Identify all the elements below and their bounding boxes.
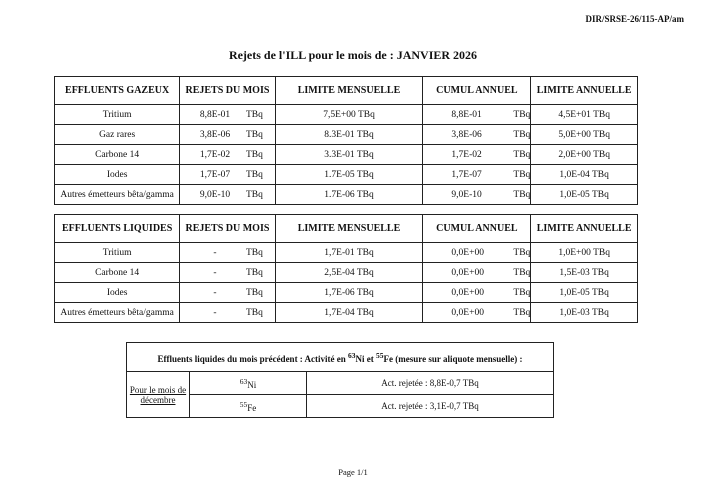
monthly-release <box>180 243 275 263</box>
table-row <box>55 263 638 283</box>
isotope-mass: 55 <box>239 399 248 409</box>
isotope-symbol: Ni <box>247 379 257 390</box>
annual-cumulative-unit: TBq <box>513 129 531 140</box>
monthly-release-unit: TBq <box>246 287 263 298</box>
annual-limit: 1,0E-05 TBq <box>531 283 638 303</box>
heading-text-b: et <box>364 353 377 364</box>
monthly-limit: 8.3E-01 TBq <box>275 125 423 145</box>
annual-cumulative-value: 9,0E-10 <box>451 189 482 200</box>
monthly-limit: 3.3E-01 TBq <box>275 145 423 165</box>
annual-cumulative-unit: TBq <box>513 189 531 200</box>
annual-cumulative-value: 0,0E+00 <box>451 307 484 318</box>
annual-cumulative-value: 8,8E-01 <box>451 109 482 120</box>
annual-cumulative-value: 0,0E+00 <box>451 287 484 298</box>
annual-cumulative-value: 0,0E+00 <box>451 267 484 278</box>
annual-limit: 1,0E-04 TBq <box>531 165 638 185</box>
annual-cumulative <box>423 105 531 125</box>
substance-name: Tritium <box>55 243 180 263</box>
monthly-release-value: - <box>213 307 217 318</box>
header-rejets-du-mois: REJETS DU MOIS <box>180 77 275 105</box>
monthly-release-unit: TBq <box>246 267 263 278</box>
substance-name: Gaz rares <box>55 125 180 145</box>
monthly-release <box>180 165 275 185</box>
monthly-release-unit: TBq <box>246 307 263 318</box>
substance-name: Autres émetteurs bêta/gamma <box>55 303 180 323</box>
substance-name: Autres émetteurs bêta/gamma <box>55 185 180 205</box>
monthly-release <box>180 125 275 145</box>
annual-cumulative-unit: TBq <box>513 149 531 160</box>
monthly-limit: 1,7E-04 TBq <box>275 303 423 323</box>
annual-cumulative <box>423 243 531 263</box>
annual-limit: 2,0E+00 TBq <box>531 145 638 165</box>
monthly-limit: 7,5E+00 TBq <box>275 105 423 125</box>
table-row <box>55 303 638 323</box>
monthly-release <box>180 145 275 165</box>
monthly-limit: 1.7E-06 TBq <box>275 185 423 205</box>
monthly-release <box>180 303 275 323</box>
annual-limit: 1,0E-05 TBq <box>531 185 638 205</box>
monthly-limit: 1,7E-06 TBq <box>275 283 423 303</box>
isotope-fe55 <box>190 395 307 418</box>
monthly-release-value: 3,8E-06 <box>199 129 231 140</box>
annual-cumulative-unit: TBq <box>513 169 531 180</box>
fe-symbol: Fe <box>383 353 394 364</box>
annual-cumulative-unit: TBq <box>513 267 531 278</box>
isotope-mass: 63 <box>239 376 248 386</box>
monthly-release <box>180 283 275 303</box>
annual-cumulative <box>423 165 531 185</box>
table-row <box>55 165 638 185</box>
liquid-rows <box>55 243 638 323</box>
header-limite-mensuelle: LIMITE MENSUELLE <box>275 215 423 243</box>
substance-name: Iodes <box>55 283 180 303</box>
previous-month-heading <box>127 343 554 372</box>
monthly-release-value: 8,8E-01 <box>199 109 231 120</box>
table-row <box>55 105 638 125</box>
header-effluents-liquides: EFFLUENTS LIQUIDES <box>55 215 180 243</box>
substance-name: Tritium <box>55 105 180 125</box>
monthly-release <box>180 185 275 205</box>
header-limite-annuelle: LIMITE ANNUELLE <box>531 215 638 243</box>
annual-cumulative <box>423 283 531 303</box>
monthly-release-value: 1,7E-02 <box>199 149 231 160</box>
ni-mass-number: 63 <box>348 350 356 360</box>
heading-text-c: (mesure sur aliquote mensuelle) : <box>393 353 523 364</box>
annual-cumulative-value: 0,0E+00 <box>451 247 484 258</box>
heading-text-a: Effluents liquides du mois précédent : Activité en <box>157 353 349 364</box>
substance-name: Iodes <box>55 165 180 185</box>
annual-cumulative-value: 3,8E-06 <box>451 129 482 140</box>
liquid-effluents-table <box>54 214 638 323</box>
annual-limit: 4,5E+01 TBq <box>531 105 638 125</box>
annual-cumulative <box>423 263 531 283</box>
annual-limit: 1,0E-03 TBq <box>531 303 638 323</box>
monthly-release-value: - <box>213 247 217 258</box>
annual-cumulative-unit: TBq <box>513 247 531 258</box>
isotope-symbol: Fe <box>247 402 257 413</box>
activity-fe55: Act. rejetée : 3,1E-0,7 TBq <box>307 395 554 418</box>
annual-limit: 1,0E+00 TBq <box>531 243 638 263</box>
annual-cumulative <box>423 303 531 323</box>
annual-cumulative-value: 1,7E-02 <box>451 149 482 160</box>
gaseous-rows <box>55 105 638 205</box>
monthly-release-unit: TBq <box>246 189 263 200</box>
monthly-release-unit: TBq <box>246 149 263 160</box>
monthly-release-unit: TBq <box>246 109 263 120</box>
annual-cumulative-unit: TBq <box>513 287 531 298</box>
monthly-limit: 1.7E-05 TBq <box>275 165 423 185</box>
header-rejets-du-mois: REJETS DU MOIS <box>180 215 275 243</box>
annual-cumulative-value: 1,7E-07 <box>451 169 482 180</box>
table-row <box>55 243 638 263</box>
document-reference: DIR/SRSE-26/115-AP/am <box>585 14 684 24</box>
annual-cumulative <box>423 125 531 145</box>
monthly-limit: 2,5E-04 TBq <box>275 263 423 283</box>
ni-symbol: Ni <box>355 353 365 364</box>
annual-limit: 1,5E-03 TBq <box>531 263 638 283</box>
annual-cumulative-unit: TBq <box>513 307 531 318</box>
monthly-release-value: 9,0E-10 <box>199 189 231 200</box>
header-limite-annuelle: LIMITE ANNUELLE <box>531 77 638 105</box>
fe-mass-number: 55 <box>376 350 384 360</box>
monthly-release-value: 1,7E-07 <box>199 169 231 180</box>
annual-limit: 5,0E+00 TBq <box>531 125 638 145</box>
monthly-release-unit: TBq <box>246 129 263 140</box>
header-effluents-gazeux: EFFLUENTS GAZEUX <box>55 77 180 105</box>
table-row <box>55 283 638 303</box>
monthly-release-value: - <box>213 287 217 298</box>
annual-cumulative <box>423 185 531 205</box>
page-title: Rejets de l'ILL pour le mois de : JANVIER 2026 <box>228 48 478 62</box>
substance-name: Carbone 14 <box>55 263 180 283</box>
monthly-release-unit: TBq <box>246 247 263 258</box>
monthly-release <box>180 105 275 125</box>
annual-cumulative-unit: TBq <box>513 109 531 120</box>
header-cumul-annuel: CUMUL ANNUEL <box>423 215 531 243</box>
header-limite-mensuelle: LIMITE MENSUELLE <box>275 77 423 105</box>
isotope-ni63 <box>190 372 307 395</box>
substance-name: Carbone 14 <box>55 145 180 165</box>
page-number: Page 1/1 <box>338 467 368 477</box>
header-cumul-annuel: CUMUL ANNUEL <box>423 77 531 105</box>
table-row <box>55 185 638 205</box>
previous-month-table <box>126 342 554 418</box>
monthly-release-value: - <box>213 267 217 278</box>
annual-cumulative <box>423 145 531 165</box>
monthly-release <box>180 263 275 283</box>
monthly-limit: 1,7E-01 TBq <box>275 243 423 263</box>
table-row <box>55 145 638 165</box>
monthly-release-unit: TBq <box>246 169 263 180</box>
period-label: Pour le mois de décembre <box>127 372 190 418</box>
activity-ni63: Act. rejetée : 8,8E-0,7 TBq <box>307 372 554 395</box>
table-row <box>55 125 638 145</box>
gaseous-effluents-table <box>54 76 638 205</box>
